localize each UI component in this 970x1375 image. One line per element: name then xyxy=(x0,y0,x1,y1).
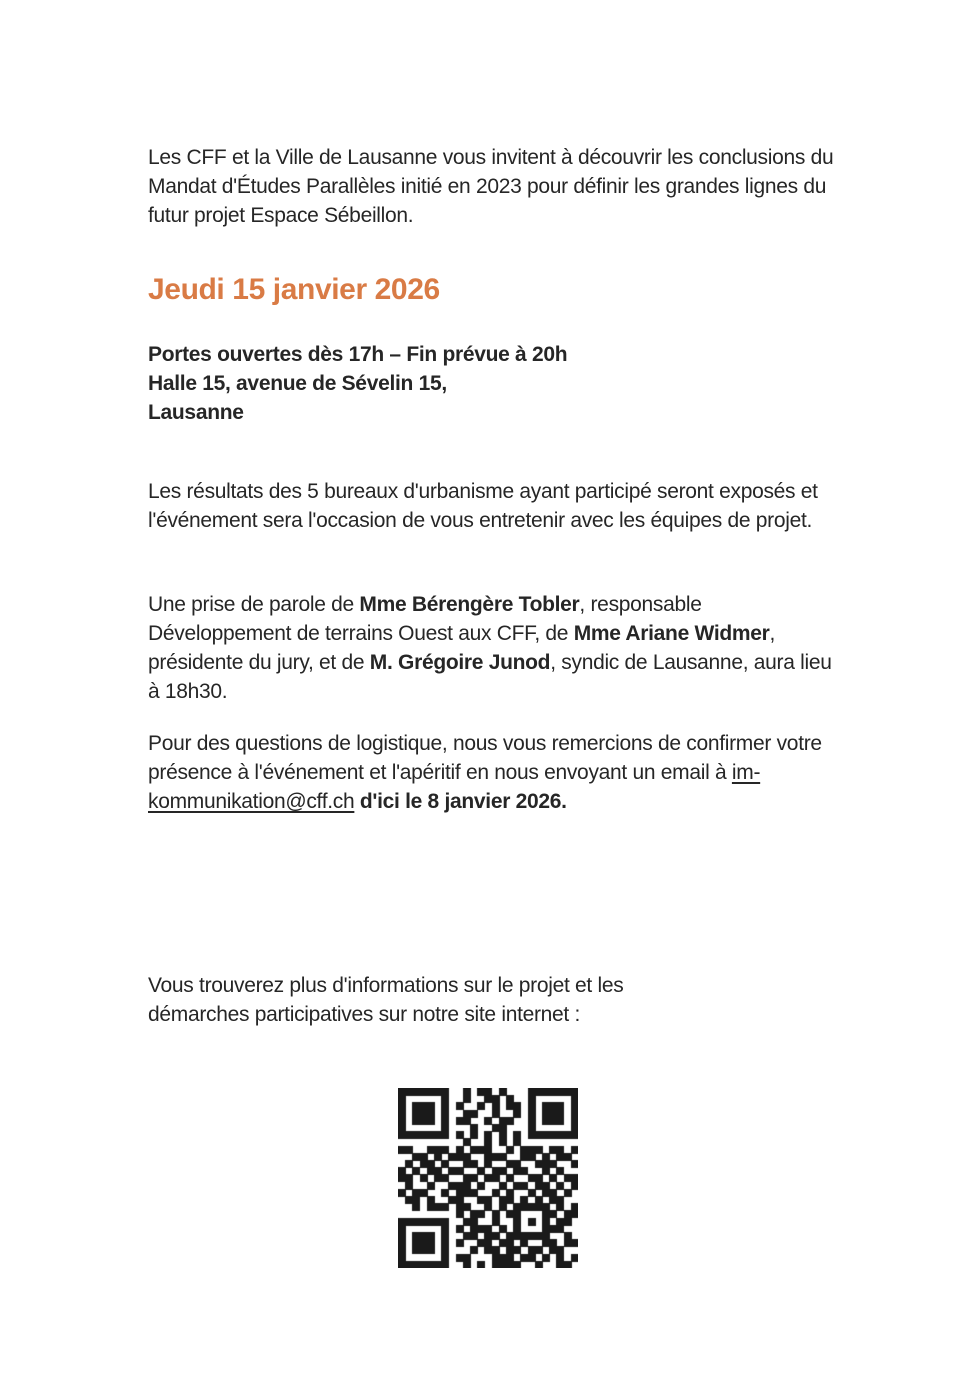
rsvp-segment: Pour des questions de logistique, nous vous remercions de confirmer votre présence à l'événement et l'apéritif en nous envoyant un email à xyxy=(148,732,822,784)
speaker-name-junod: M. Grégoire Junod xyxy=(369,651,551,674)
speech-segment: Une prise de parole de xyxy=(148,593,360,616)
rsvp-deadline: d'ici le 8 janvier 2026. xyxy=(359,790,567,813)
event-date-heading: Jeudi 15 janvier 2026 xyxy=(148,273,440,306)
speech-segment: , responsable Développement de terrains Ouest aux CFF, de xyxy=(148,593,702,645)
qr-code-canvas xyxy=(398,1088,578,1268)
event-details-block xyxy=(148,340,843,427)
speaker-name-tobler: Mme Bérengère Tobler xyxy=(359,593,580,616)
rsvp-paragraph xyxy=(148,729,843,816)
intro-paragraph: Les CFF et la Ville de Lausanne vous invitent à découvrir les conclusions du Mandat d'Études Parallèles initié en 2023 pour définir les grandes lignes du futur projet Espace Sébeillon. xyxy=(148,146,834,227)
results-paragraph: Les résultats des 5 bureaux d'urbanisme ayant participé seront exposés et l'événement sera l'occasion de vous entretenir avec les équipes de projet. xyxy=(148,480,818,532)
speech-paragraph xyxy=(148,590,843,706)
speaker-name-widmer: Mme Ariane Widmer xyxy=(573,622,770,645)
event-schedule-line: Portes ouvertes dès 17h – Fin prévue à 20h xyxy=(148,343,568,366)
email-link[interactable]: im-kommunikation@cff.ch xyxy=(148,761,761,813)
speech-segment: , syndic de Lausanne, aura lieu à 18h30. xyxy=(148,651,832,703)
event-address-line1: Halle 15, avenue de Sévelin 15, xyxy=(148,372,447,395)
event-address-line2: Lausanne xyxy=(148,401,244,424)
qr-code xyxy=(398,1088,578,1268)
more-info-paragraph: Vous trouverez plus d'informations sur le projet et les démarches participatives sur notre site internet : xyxy=(148,974,624,1026)
speech-segment: , présidente du jury, et de xyxy=(148,622,776,674)
